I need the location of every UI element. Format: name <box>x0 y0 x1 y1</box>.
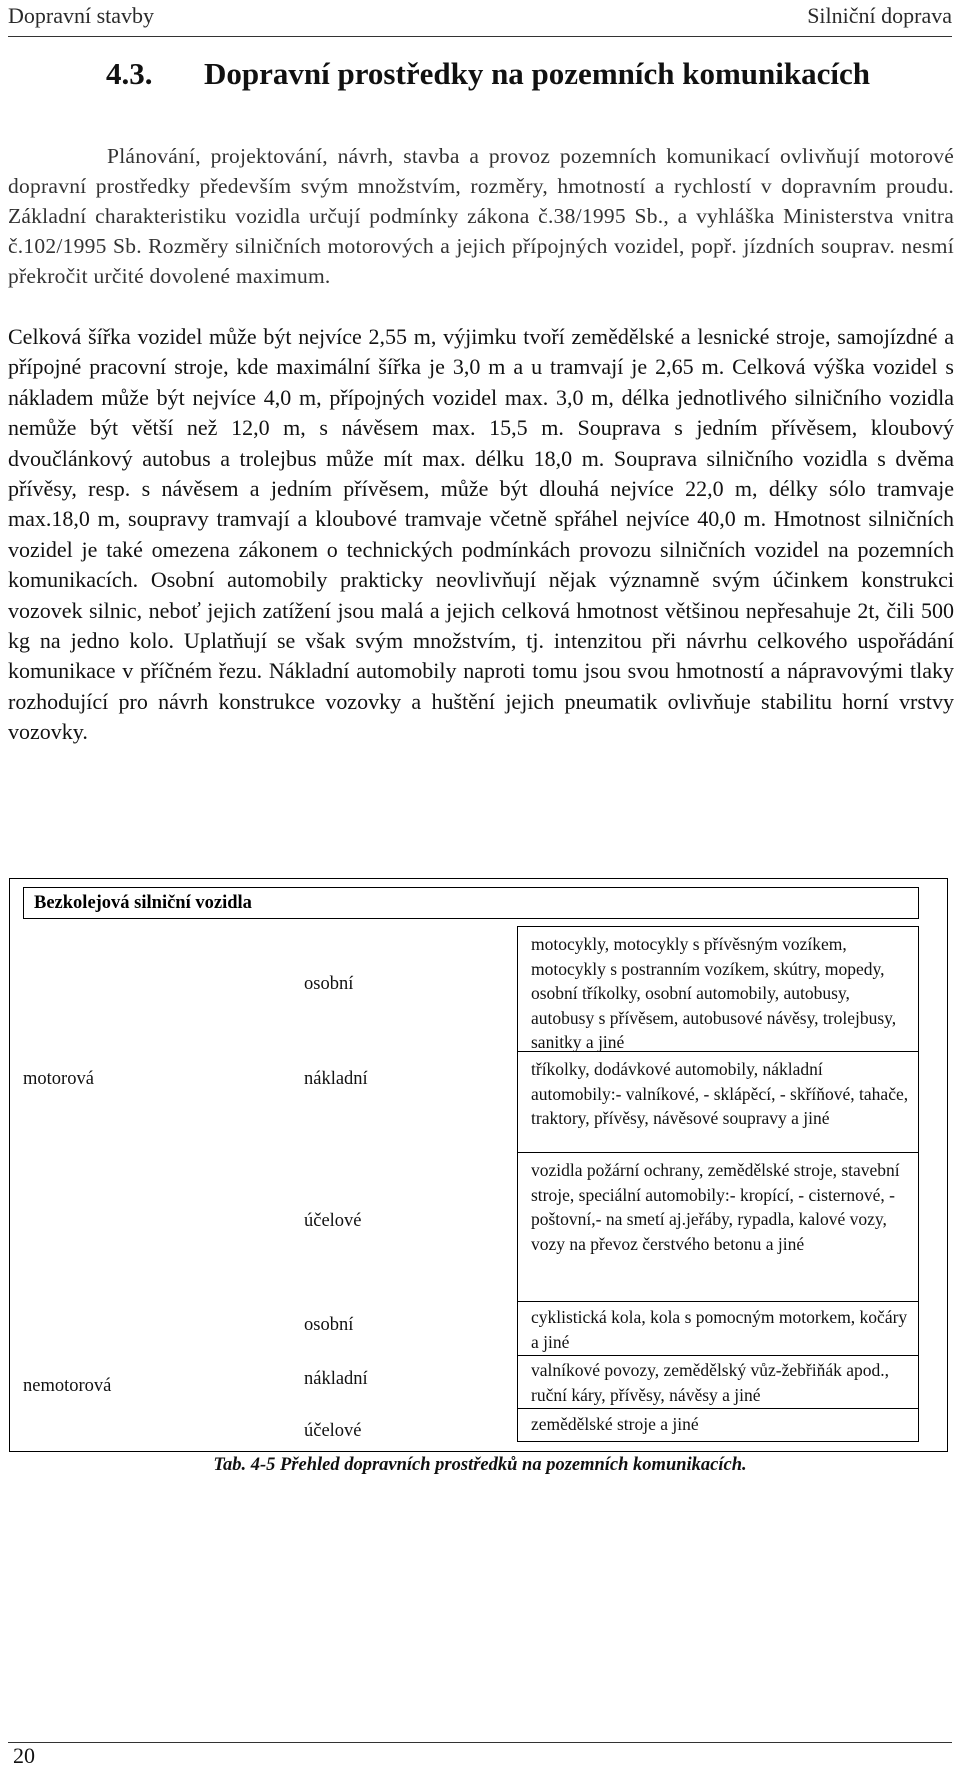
type-label-motorova-ucelove: účelové <box>304 1211 362 1231</box>
section-heading <box>106 54 936 94</box>
desc-motorova-nakladni: tříkolky, dodávkové automobily, nákladní automobily:- valníkové, - sklápěcí, - skříňové, tahače, traktory, přívěsy, návěsové soupravy a jiné <box>517 1051 919 1153</box>
header-left: Dopravní stavby <box>8 3 155 28</box>
page-number: 20 <box>13 1743 35 1768</box>
running-header <box>8 3 952 33</box>
desc-nemotorova-osobni: cyklistická kola, kola s pomocným motorkem, kočáry a jiné <box>517 1301 919 1356</box>
body-paragraph: Celková šířka vozidel může být nejvíce 2,55 m, výjimku tvoří zemědělské a lesnické stroje, samojízdné a přípojné pracovní stroje, kde maximální šířka je 3,0 m a u tramvají je 2,65 m. Celková výška vozidel s nákladem může být nejvíce 4,0 m, přípojných vozidel max. 3,0 m, délka jednotlivého silničního vozidla nemůže být větší než 12,0 m, s návěsem max. 15,5 m. Souprava s jedním přívěsem, kloubový dvoučlánkový autobus a trolejbus může mít max. délku 18,0 m. Souprava silničního vozidla s dvěma přívěsy, resp. s návěsem a jedním přívěsem, může být dlouhá nejvíce 22,0 m, délky sólo tramvaje max.18,0 m, soupravy tramvají a kloubové tramvaje včetně spřáhel nejvíce 40,0 m. Hmotnost silničních vozidel je také omezena zákonem o technických podmínkách provozu silničních vozidel na pozemních komunikacích. Osobní automobily prakticky neovlivňují nějak významně svým účinkem konstrukci vozovek silnic, neboť jejich zatížení jsou malá a jejich celková hmotnost většinou nepřesahuje 2t, čili 500 kg na jedno kolo. Uplatňují se však svým množstvím, tj. intenzitou při návrhu celkového uspořádání komunikace v příčném řezu. Nákladní automobily naproti tomu jsou svou hmotností a nápravovými tlaky rozhodující pro návrh konstrukce vozovky a huštění jejich pneumatik ovlivňuje stabilitu horní vrstvy vozovky. <box>8 324 954 745</box>
type-label-nemotorova-nakladni: nákladní <box>304 1369 368 1389</box>
table-title: Bezkolejová silniční vozidla <box>23 887 919 919</box>
desc-nemotorova-ucelove: zemědělské stroje a jiné <box>517 1408 919 1442</box>
group-label-motorova: motorová <box>23 1069 94 1089</box>
type-label-nemotorova-osobni: osobní <box>304 1315 354 1335</box>
section-title: Dopravní prostředky na pozemních komunikacích <box>204 56 871 91</box>
header-right: Silniční doprava <box>807 3 952 28</box>
section-number: 4.3. <box>106 56 153 91</box>
vehicle-table <box>9 878 948 1452</box>
footer-rule <box>8 1742 952 1743</box>
desc-nemotorova-nakladni: valníkové povozy, zemědělský vůz-žebřiňák apod., ruční káry, přívěsy, návěsy a jiné <box>517 1355 919 1409</box>
type-label-motorova-nakladni: nákladní <box>304 1069 368 1089</box>
intro-paragraph: Plánování, projektování, návrh, stavba a provoz pozemních komunikací ovlivňují motorové dopravní prostředky především svým množstvím, rozměry, hmotností a rychlostí v dopravním proudu. Základní charakteristiku vozidla určují podmínky zákona č.38/1995 Sb., a vyhláška Ministerstva vnitra č.102/1995 Sb. Rozměry silničních motorových a jejich přípojných vozidel, popř. jízdních souprav. nesmí překročit určité dovolené maximum. <box>8 144 954 288</box>
header-rule <box>8 36 952 37</box>
type-label-nemotorova-ucelove: účelové <box>304 1421 362 1441</box>
table-caption: Tab. 4-5 Přehled dopravních prostředků na pozemních komunikacích. <box>213 1455 747 1475</box>
group-label-nemotorova: nemotorová <box>23 1376 112 1396</box>
type-label-motorova-osobni: osobní <box>304 974 354 994</box>
desc-motorova-osobni: motocykly, motocykly s přívěsným vozíkem, motocykly s postranním vozíkem, skútry, mopedy, osobní tříkolky, osobní automobily, autobusy, autobusy s přívěsem, autobusové návěsy, trolejbusy, sanitky a jiné <box>517 926 919 1052</box>
desc-motorova-ucelove: vozidla požární ochrany, zemědělské stroje, stavební stroje, speciální automobily:- kropící, - cisternové, - poštovní,- na smetí aj.jeřáby, rypadla, kalové vozy, vozy na převoz čerstvého betonu a jiné <box>517 1152 919 1302</box>
